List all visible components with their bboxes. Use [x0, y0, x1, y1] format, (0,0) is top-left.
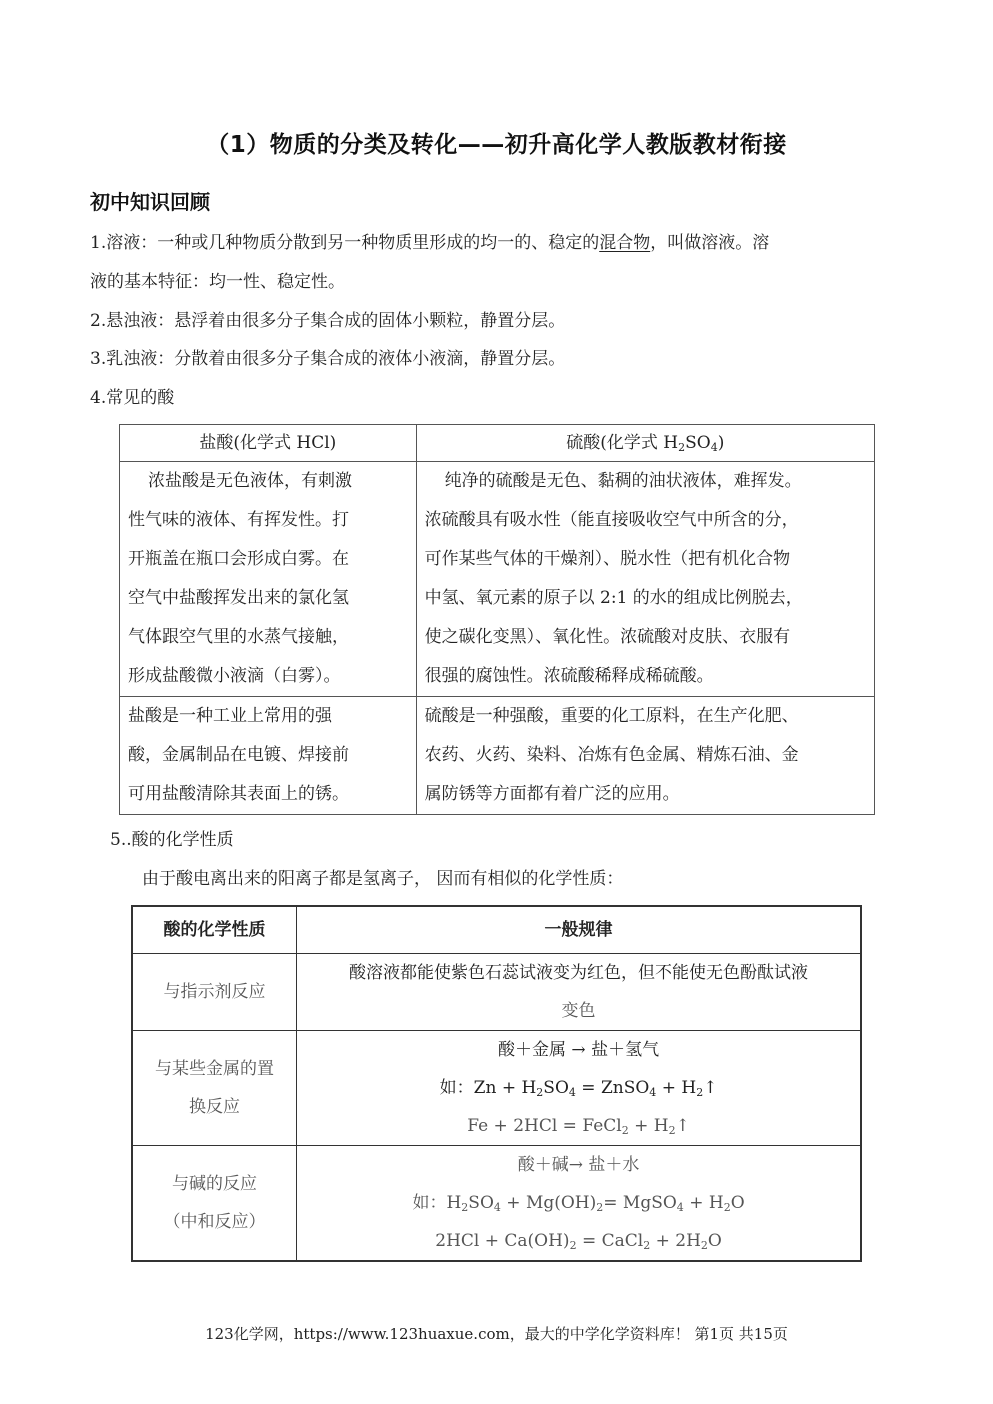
text-line: 换反应 — [189, 1097, 241, 1117]
text-line: 硫酸是一种强酸，重要的化工原料，在生产化肥、 — [424, 706, 799, 726]
text-line: 盐酸是一种工业上常用的强 — [128, 706, 332, 726]
equation-mg: 如：$H_2SO_4 + Mg(OH)_2=$ MgSO$_4$ + $H_2O$ — [412, 1193, 745, 1214]
text-line: 浓硫酸具有吸水性（能直接吸收空气中所含的分， — [424, 510, 799, 530]
text-line: 与碱的反应 — [172, 1174, 258, 1194]
page-footer: 123化学网，https://www.123huaxue.com，最大的中学化学资料库！ 第1页 共15页 — [205, 1325, 788, 1343]
rule-metal-displacement — [297, 1031, 861, 1146]
text-line: 纯净的硫酸是无色、黏稠的油状液体，难挥发。 — [444, 471, 802, 491]
common-acids-table — [119, 424, 875, 815]
solution-text-b: ，叫做溶液。溶 — [650, 233, 770, 253]
paragraph-common-acids: 4.常见的酸 — [90, 388, 175, 408]
page-title: （1）物质的分类及转化——初升高化学人教版教材衔接 — [206, 132, 787, 158]
equation-zn: 如：$Zn + H_2SO_4$ = ZnSO$_4$ + $H_2↑$ — [439, 1078, 718, 1099]
text-line: 可用盐酸清除其表面上的锈。 — [128, 784, 349, 804]
hcl-header: 盐酸(化学式 HCl) — [120, 425, 417, 462]
paragraph-solution-cont: 液的基本特征：均一性、稳定性。 — [90, 272, 345, 292]
text-line: 空气中盐酸挥发出来的氯化氢 — [128, 588, 349, 608]
text-line: 开瓶盖在瓶口会形成白雾。在 — [128, 549, 349, 569]
text-line: 与某些金属的置 — [155, 1059, 275, 1079]
text-line: 性气味的液体、有挥发性。打 — [128, 510, 349, 530]
text-line: 使之碳化变黑）、氧化性。浓硫酸对皮肤、衣服有 — [424, 627, 791, 647]
text-line: 形成盐酸微小液滴（白雾）。 — [128, 666, 341, 686]
text-line: 农药、火药、染料、冶炼有色金属、精炼石油、金 — [424, 745, 799, 765]
text-line: 酸溶液都能使紫色石蕊试液变为红色，但不能使无色酚酞试液 — [349, 963, 809, 983]
text-line: 可作某些气体的干燥剂）、脱水性（把有机化合物 — [424, 549, 791, 569]
hcl-properties-cell — [120, 462, 417, 697]
rule-neutralization — [297, 1146, 861, 1262]
category-indicator: 与指示剂反应 — [132, 954, 297, 1031]
text-line: 酸＋金属 → 盐＋氢气 — [498, 1040, 660, 1060]
paragraph-solution — [90, 233, 769, 253]
equation-ca: $2HCl + Ca(OH)_2$ = CaCl$_2$ + $2H_2O$ — [435, 1231, 722, 1252]
text-line: 变色 — [561, 1001, 596, 1021]
solution-text-a: 1.溶液：一种或几种物质分散到另一种物质里形成的均一的、稳定的 — [90, 233, 600, 253]
text-line: 很强的腐蚀性。浓硫酸稀释成稀硫酸。 — [424, 666, 714, 686]
h2so4-header: 硫酸(化学式 $H_2SO_4$) — [416, 425, 874, 462]
equation-fe: Fe + 2HCl = FeCl$_2$ + $H_2↑$ — [467, 1116, 690, 1137]
text-line: （中和反应） — [163, 1212, 266, 1232]
acid-properties-table — [131, 905, 862, 1262]
h2so4-properties-cell — [416, 462, 874, 697]
underlined-term: 混合物 — [599, 233, 651, 253]
text-line: 中氢、氧元素的原子以 2:1 的水的组成比例脱去， — [424, 588, 803, 608]
rule-indicator — [297, 954, 861, 1031]
paragraph-suspension: 2.悬浊液：悬浮着由很多分子集合成的固体小颗粒，静置分层。 — [90, 311, 566, 331]
category-neutralization — [132, 1146, 297, 1262]
text-line: 气体跟空气里的水蒸气接触， — [128, 627, 349, 647]
paragraph-emulsion: 3.乳浊液：分散着由很多分子集合成的液体小液滴，静置分层。 — [90, 349, 566, 369]
section-heading: 初中知识回顾 — [90, 190, 210, 214]
text-line: 酸＋碱→ 盐＋水 — [517, 1155, 640, 1175]
text-line: 属防锈等方面都有着广泛的应用。 — [424, 784, 680, 804]
paragraph-acid-intro: 由于酸电离出来的阳离子都是氢离子， 因而有相似的化学性质： — [142, 869, 624, 889]
hcl-uses-cell — [120, 697, 417, 815]
header-property: 酸的化学性质 — [132, 906, 297, 954]
text-line: 酸，金属制品在电镀、焊接前 — [128, 745, 349, 765]
paragraph-acid-properties: 5..酸的化学性质 — [110, 830, 234, 850]
h2so4-uses-cell — [416, 697, 874, 815]
category-metal-displacement — [132, 1031, 297, 1146]
header-rule: 一般规律 — [297, 906, 861, 954]
text-line: 浓盐酸是无色液体，有刺激 — [148, 471, 352, 491]
